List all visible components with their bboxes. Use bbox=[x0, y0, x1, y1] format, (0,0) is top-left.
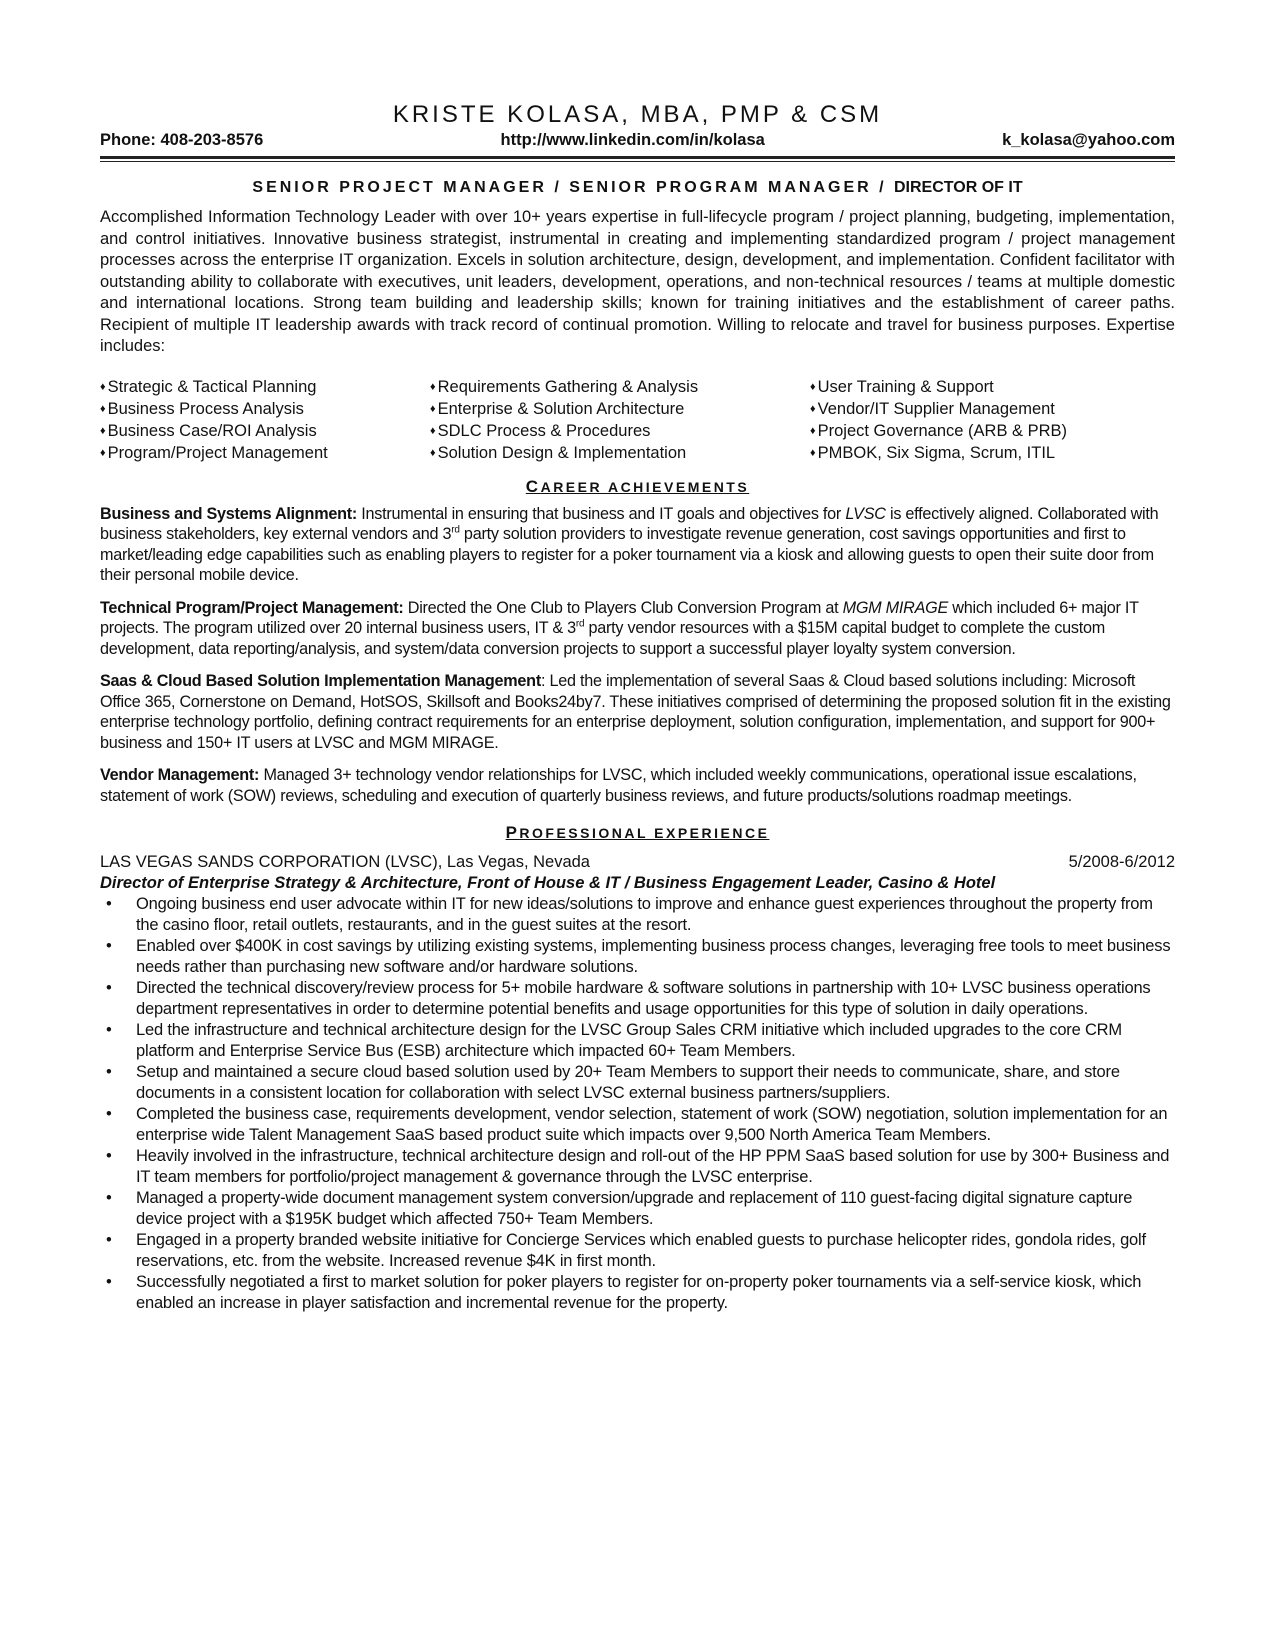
expertise-item: ♦ Strategic & Tactical Planning bbox=[100, 376, 430, 398]
summary-paragraph: Accomplished Information Technology Leader with over 10+ years expertise in full-lifecycle program / project planning, budgeting, implementation, and control initiatives. Innovative business strategist, instrumental in creating and implementing standardized program / project management processes across the enterprise IT organization. Excels in solution architecture, design, development, and implementation. Confident facilitator with outstanding ability to collaborate with executives, unit leaders, development, operations, and non-technical resources / teams at multiple domestic and international locations. Strong team building and leadership skills; known for training initiatives and the establishment of career paths. Recipient of multiple IT leadership awards with track record of continual promotion. Willing to relocate and travel for business purposes. Expertise includes: bbox=[100, 208, 1175, 355]
list-item: • Ongoing business end user advocate within IT for new ideas/solutions to improve and enhance guest experiences throughout the property from the casino floor, retail outlets, restaurants, and in the guest suites at the resort. bbox=[100, 894, 1175, 936]
achievement-item: Saas & Cloud Based Solution Implementation Management: Led the implementation of several Saas & Cloud based solutions including: Microsoft Office 365, Cornerstone on Demand, HotSOS, Skillsoft and Books24by7. These initiatives comprised of determining the proposed solution fit in the existing enterprise technology portfolio, defining contract requirements for an enterprise deployment, solution configuration, implementation, and support for 900+ business and 150+ IT users at LVSC and MGM MIRAGE. bbox=[100, 672, 1171, 752]
job-title: Director of Enterprise Strategy & Architecture, Front of House & IT / Business Engagement Leader, Casino & Hotel bbox=[100, 874, 996, 892]
expertise-item: ♦ Program/Project Management bbox=[100, 442, 430, 464]
headline-main: SENIOR PROJECT MANAGER / SENIOR PROGRAM MANAGER / bbox=[252, 179, 894, 196]
employer: LAS VEGAS SANDS CORPORATION (LVSC), Las Vegas, Nevada bbox=[100, 853, 590, 871]
achievement-label: Saas & Cloud Based Solution Implementation Management bbox=[100, 672, 541, 690]
list-item: • Successfully negotiated a first to market solution for poker players to register for on-property poker tournaments via a self-service kiosk, which enabled an increase in player satisfaction and incremental revenue for the property. bbox=[100, 1272, 1175, 1314]
list-item: • Setup and maintained a secure cloud based solution used by 20+ Team Members to support their needs to communicate, share, and store documents in a consistent location for collaboration with select LVSC external business partners/suppliers. bbox=[100, 1062, 1175, 1104]
list-item: • Completed the business case, requirements development, vendor selection, statement of work (SOW) negotiation, solution implementation for an enterprise wide Talent Management SaaS based product suite which impacts over 9,500 North America Team Members. bbox=[100, 1104, 1175, 1146]
expertise-item: ♦ Project Governance (ARB & PRB) bbox=[810, 420, 1175, 442]
expertise-item: ♦ Vendor/IT Supplier Management bbox=[810, 398, 1175, 420]
linkedin-link[interactable]: http://www.linkedin.com/in/kolasa bbox=[500, 131, 765, 149]
list-item: • Directed the technical discovery/review process for 5+ mobile hardware & software solutions in partnership with 10+ LVSC business operations department representatives in order to determine potential benefits and usage opportunities for this type of solution in daily operations. bbox=[100, 978, 1175, 1020]
achievement-item: Business and Systems Alignment: Instrumental in ensuring that business and IT goals and objectives for LVSC is effectively aligned. Collaborated with business stakeholders, key external vendors and 3rd party solution providers to investigate revenue generation, cost savings opportunities and first to market/leading edge capabilities such as enabling players to register for a poker tournament via a kiosk and allowing guests to open their suite door from their personal mobile device. bbox=[100, 504, 1159, 584]
expertise-item: ♦ Requirements Gathering & Analysis bbox=[430, 376, 810, 398]
achievement-label: Vendor Management: bbox=[100, 766, 260, 784]
job-dates: 5/2008-6/2012 bbox=[1068, 853, 1175, 871]
headline bbox=[100, 178, 1175, 198]
expertise-item: ♦ SDLC Process & Procedures bbox=[430, 420, 810, 442]
list-item: • Engaged in a property branded website initiative for Concierge Services which enabled guests to purchase helicopter rides, gondola rides, golf reservations, etc. from the website. Increased revenue $4K in first month. bbox=[100, 1230, 1175, 1272]
phone: Phone: 408-203-8576 bbox=[100, 131, 264, 149]
headline-tail: DIRECTOR OF IT bbox=[894, 179, 1023, 196]
email-link[interactable]: k_kolasa@yahoo.com bbox=[1002, 131, 1175, 149]
list-item: • Managed a property-wide document management system conversion/upgrade and replacement of 110 guest-facing digital signature capture device project with a $195K budget which affected 750+ Team Members. bbox=[100, 1188, 1175, 1230]
list-item: • Enabled over $400K in cost savings by utilizing existing systems, implementing business process changes, leveraging free tools to meet business needs rather than purchasing new software and/or hardware solutions. bbox=[100, 936, 1175, 978]
header-divider bbox=[100, 156, 1175, 162]
achievement-label: Technical Program/Project Management: bbox=[100, 598, 404, 617]
expertise-item: ♦ Solution Design & Implementation bbox=[430, 442, 810, 464]
expertise-item: ♦ PMBOK, Six Sigma, Scrum, ITIL bbox=[810, 442, 1175, 464]
list-item: • Led the infrastructure and technical architecture design for the LVSC Group Sales CRM initiative which included upgrades to the core CRM platform and Enterprise Service Bus (ESB) architecture which impacted 60+ Team Members. bbox=[100, 1020, 1175, 1062]
expertise-item: ♦ User Training & Support bbox=[810, 376, 1175, 398]
achievement-label: Business and Systems Alignment: bbox=[100, 504, 358, 523]
expertise-item: ♦ Enterprise & Solution Architecture bbox=[430, 398, 810, 420]
expertise-grid bbox=[100, 376, 1175, 464]
professional-experience-heading: PROFESSIONAL EXPERIENCE bbox=[505, 823, 770, 842]
achievement-item: Vendor Management: Managed 3+ technology vendor relationships for LVSC, which included weekly communications, operational issue escalations, statement of work (SOW) reviews, scheduling and execution of quarterly business reviews, and future products/solutions roadmap meetings. bbox=[100, 766, 1137, 805]
achievement-item: Technical Program/Project Management: Directed the One Club to Players Club Conversion Program at MGM MIRAGE which included 6+ major IT projects. The program utilized over 20 internal business users, IT & 3rd party vendor resources with a $15M capital budget to complete the custom development, data reporting/analysis, and system/data conversion projects to support a successful player loyalty system conversion. bbox=[100, 598, 1139, 658]
job-bullets bbox=[100, 894, 1175, 1314]
candidate-name: KRISTE KOLASA, MBA, PMP & CSM bbox=[392, 101, 883, 128]
contact-line bbox=[100, 130, 1175, 150]
list-item: • Heavily involved in the infrastructure, technical architecture design and roll-out of the HP PPM SaaS based solution for use by 300+ Business and IT team members for portfolio/project management & governance through the LVSC enterprise. bbox=[100, 1146, 1175, 1188]
job-header bbox=[100, 852, 1175, 873]
expertise-item: ♦ Business Case/ROI Analysis bbox=[100, 420, 430, 442]
career-achievements-heading: CAREER ACHIEVEMENTS bbox=[525, 476, 750, 496]
resume-page bbox=[100, 100, 1175, 1314]
expertise-item: ♦ Business Process Analysis bbox=[100, 398, 430, 420]
